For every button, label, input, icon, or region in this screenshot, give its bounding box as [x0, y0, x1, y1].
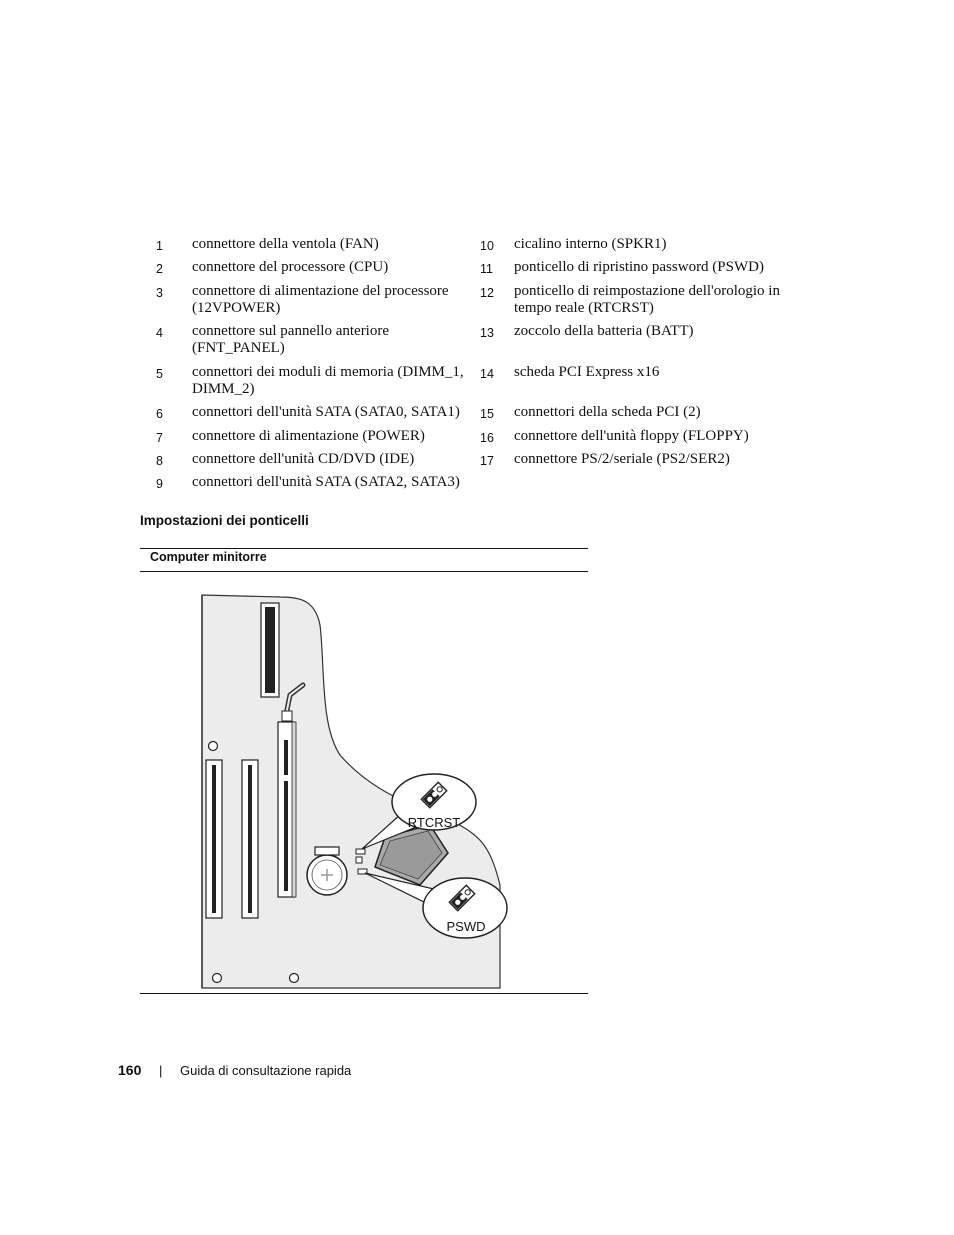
pci-slot-1 [206, 760, 222, 918]
ide-connector [261, 603, 279, 697]
pswd-label: PSWD [446, 919, 486, 934]
legend-row [150, 323, 790, 364]
legend-item-text [514, 474, 784, 497]
legend-row [150, 451, 790, 474]
legend-item-number: 7 [156, 431, 163, 445]
legend-item-text: connettori dell'unità SATA (SATA2, SATA3) [192, 474, 460, 490]
legend-item-number: 3 [156, 286, 163, 300]
legend-item-text: zoccolo della batteria (BATT) [514, 323, 694, 339]
footer-separator: | [159, 1063, 163, 1078]
legend-item-number: 11 [480, 262, 493, 276]
table-bottom-rule [140, 993, 588, 994]
legend-item-number: 9 [156, 477, 163, 491]
legend-item-number: 8 [156, 454, 163, 468]
legend-item-number: 10 [480, 239, 494, 253]
legend-item-number [480, 474, 514, 497]
legend-item-text: connettore del processore (CPU) [192, 259, 389, 275]
rtcrst-label: RTCRST [407, 815, 461, 830]
section-heading: Impostazioni dei ponticelli [140, 513, 309, 528]
legend-row [150, 474, 790, 497]
legend-item-text: connettore sul pannello anteriore (FNT_PANEL) [192, 323, 390, 356]
legend-item-number: 14 [480, 367, 494, 381]
legend-item-number: 5 [156, 367, 163, 381]
table-header-rule [140, 571, 588, 572]
legend-item-text: connettori dei moduli di memoria (DIMM_1, DIMM_2) [192, 364, 464, 397]
table-header: Computer minitorre [150, 550, 267, 564]
legend-item-text: scheda PCI Express x16 [514, 364, 660, 380]
legend-item-text: connettore PS/2/seriale (PS2/SER2) [514, 451, 730, 467]
legend-item-text: connettore della ventola (FAN) [192, 236, 379, 252]
mounting-hole [290, 974, 299, 983]
legend-item-number: 15 [480, 407, 494, 421]
mounting-hole [213, 974, 222, 983]
legend-item-number: 4 [156, 326, 163, 340]
legend-item-text: connettore di alimentazione del processore (12VPOWER) [192, 283, 449, 316]
legend-item-text: ponticello di reimpostazione dell'orologio in tempo reale (RTCRST) [514, 283, 780, 316]
legend-row [150, 283, 790, 323]
legend-row [150, 428, 790, 451]
table-top-rule [140, 548, 588, 549]
legend-item-number: 1 [156, 239, 163, 253]
legend-table [150, 236, 790, 497]
legend-item-text: connettore dell'unità CD/DVD (IDE) [192, 451, 415, 467]
legend-row [150, 259, 790, 283]
footer-title: Guida di consultazione rapida [180, 1063, 352, 1078]
legend-item-number: 16 [480, 431, 494, 445]
legend-row [150, 404, 790, 428]
pci-slot-2 [242, 760, 258, 918]
legend-item-text: cicalino interno (SPKR1) [514, 236, 667, 252]
legend-item-number: 13 [480, 326, 494, 340]
legend-item-text: connettori dell'unità SATA (SATA0, SATA1) [192, 404, 460, 420]
legend-item-text: ponticello di ripristino password (PSWD) [514, 259, 764, 275]
legend-item-number: 12 [480, 286, 494, 300]
legend-row [150, 364, 790, 404]
legend-item-number: 17 [480, 454, 494, 468]
legend-item-number: 6 [156, 407, 163, 421]
page-number: 160 [118, 1062, 142, 1078]
legend-item-text: connettori della scheda PCI (2) [514, 404, 701, 420]
pcie-slot [278, 722, 296, 897]
legend-item-number: 2 [156, 262, 163, 276]
jumper-diagram [190, 585, 520, 993]
legend-row [150, 236, 790, 259]
legend-item-text: connettore dell'unità floppy (FLOPPY) [514, 428, 749, 444]
legend-item-text: connettore di alimentazione (POWER) [192, 428, 425, 444]
mounting-hole [209, 742, 218, 751]
